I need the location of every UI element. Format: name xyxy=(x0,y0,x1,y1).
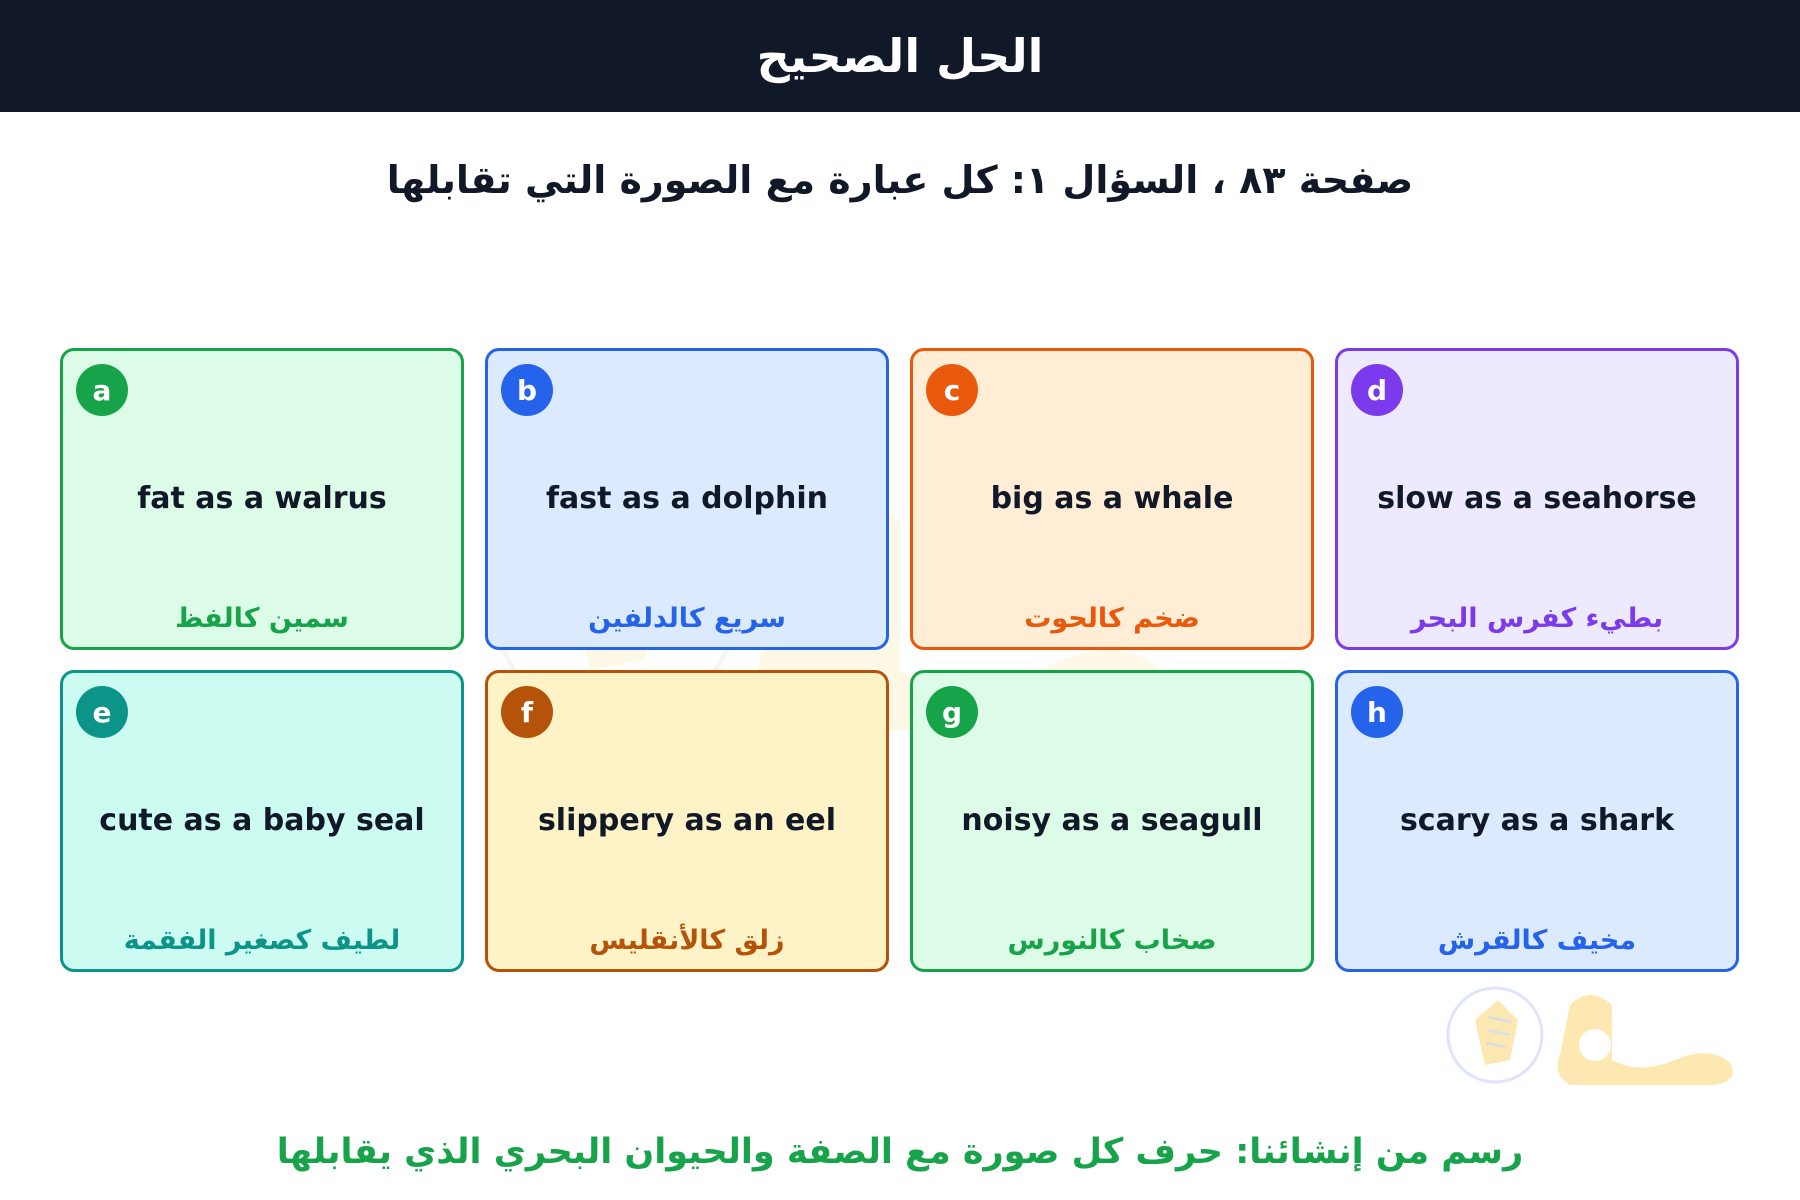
card-a xyxy=(60,348,464,650)
card-translation: بطيء كفرس البحر xyxy=(1410,603,1664,634)
card-h xyxy=(1335,670,1739,972)
card-letter-badge: c xyxy=(926,364,978,416)
card-phrase: fast as a dolphin xyxy=(545,481,828,516)
card-phrase: noisy as a seagull xyxy=(961,803,1263,838)
footer-note: رسم من إنشائنا: حرف كل صورة مع الصفة والحيوان البحري الذي يقابلها xyxy=(276,1132,1524,1172)
card-d xyxy=(1335,348,1739,650)
card-phrase: slow as a seahorse xyxy=(1377,481,1697,516)
card-letter-badge: a xyxy=(76,364,128,416)
card-translation: مخيف كالقرش xyxy=(1437,925,1637,956)
card-phrase: slippery as an eel xyxy=(537,803,837,838)
card-phrase: scary as a shark xyxy=(1399,803,1675,838)
card-letter-badge: f xyxy=(501,686,553,738)
card-letter-badge: g xyxy=(926,686,978,738)
card-phrase: cute as a baby seal xyxy=(99,803,425,838)
card-translation: زلق كالأنقليس xyxy=(589,925,785,956)
card-b xyxy=(485,348,889,650)
header-bar xyxy=(0,0,1800,112)
card-translation: صخاب كالنورس xyxy=(1007,925,1217,956)
card-f xyxy=(485,670,889,972)
card-phrase: big as a whale xyxy=(990,481,1234,516)
cards-grid xyxy=(60,348,1740,972)
card-translation: ضخم كالحوت xyxy=(1024,603,1200,634)
card-e xyxy=(60,670,464,972)
card-phrase: fat as a walrus xyxy=(137,481,387,516)
hulul-logo-small-icon xyxy=(1440,975,1760,1095)
card-translation: سريع كالدلفين xyxy=(588,603,786,634)
card-translation: لطيف كصغير الفقمة xyxy=(123,925,401,956)
question-title: صفحة ٨٣ ، السؤال ١: كل عبارة مع الصورة التي تقابلها xyxy=(386,158,1414,202)
page-title: الحل الصحيح xyxy=(756,29,1044,83)
card-letter-badge: h xyxy=(1351,686,1403,738)
card-letter-badge: e xyxy=(76,686,128,738)
card-c xyxy=(910,348,1314,650)
card-translation: سمين كالفظ xyxy=(175,603,349,634)
card-letter-badge: b xyxy=(501,364,553,416)
card-letter-badge: d xyxy=(1351,364,1403,416)
card-g xyxy=(910,670,1314,972)
